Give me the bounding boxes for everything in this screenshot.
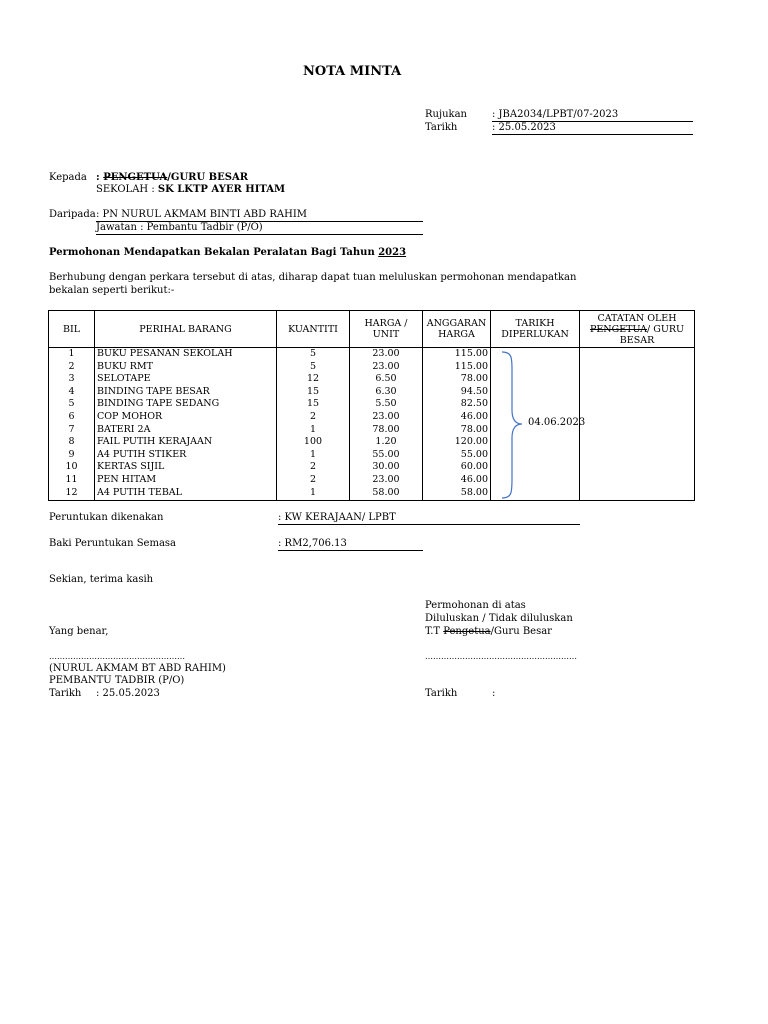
row-total: 115.00 [423,348,491,361]
items-table [48,310,695,501]
applicant-position: PEMBANTU TADBIR (P/O) [49,675,185,686]
applicant-tarikh-value: : 25.05.2023 [96,688,160,699]
row-bil: 2 [49,361,95,374]
row-item: COP MOHOR [95,411,277,424]
row-bil: 1 [49,348,95,361]
kepada-value: : PENGETUA/GURU BESAR [96,172,249,183]
table-row [49,398,695,411]
jawatan-value: Jawatan : Pembantu Tadbir (P/O) [96,222,263,233]
approval-tt-struck: Pengetua [443,626,491,637]
tarikh-label: Tarikh [425,122,458,133]
row-bil: 4 [49,386,95,399]
approval-signature-dots: ………………………………………………… [425,652,577,661]
row-qty: 15 [277,386,350,399]
header-harga-unit: HARGA / UNIT [350,311,423,348]
row-total: 82.50 [423,398,491,411]
applicant-tarikh-label: Tarikh [49,688,82,699]
row-bil: 9 [49,449,95,462]
row-item: SELOTAPE [95,373,277,386]
row-qty: 1 [277,487,350,501]
row-unit-price: 23.00 [350,474,423,487]
table-row [49,449,695,462]
table-row [49,474,695,487]
tarikh-value: : 25.05.2023 [492,122,556,133]
row-total: 120.00 [423,436,491,449]
baki-underline [278,550,423,551]
row-item: A4 PUTIH TEBAL [95,487,277,501]
table-row [49,461,695,474]
row-qty: 2 [277,461,350,474]
approval-tt: T.T Pengetua/Guru Besar [425,626,552,637]
approval-tarikh-label: Tarikh [425,688,458,699]
table-row [49,361,695,374]
table-row [49,386,695,399]
closing-text: Sekian, terima kasih [49,574,154,585]
row-item: FAIL PUTIH KERAJAAN [95,436,277,449]
subject-year: 2023 [378,247,407,258]
row-catatan-cell [580,373,695,386]
row-unit-price: 58.00 [350,487,423,501]
applicant-name: (NURUL AKMAM BT ABD RAHIM) [49,663,226,674]
row-total: 78.00 [423,373,491,386]
row-catatan-cell [580,449,695,462]
row-item: BINDING TAPE BESAR [95,386,277,399]
row-bil: 10 [49,461,95,474]
row-qty: 15 [277,398,350,411]
row-qty: 2 [277,411,350,424]
approval-tarikh-value: : [492,688,496,699]
kepada-struck: PENGETUA [103,172,168,183]
row-catatan-cell [580,361,695,374]
row-bil: 3 [49,373,95,386]
row-unit-price: 55.00 [350,449,423,462]
header-perihal: PERIHAL BARANG [95,311,277,348]
header-bil: BIL [49,311,95,348]
row-total: 94.50 [423,386,491,399]
row-bil: 7 [49,424,95,437]
row-bil: 8 [49,436,95,449]
row-catatan-cell [580,461,695,474]
row-catatan-cell [580,348,695,361]
row-qty: 100 [277,436,350,449]
rujukan-label: Rujukan [425,109,467,120]
daripada-label: Daripada [49,209,96,220]
row-total: 60.00 [423,461,491,474]
row-item: BINDING TAPE SEDANG [95,398,277,411]
row-unit-price: 1.20 [350,436,423,449]
header-kuantiti: KUANTITI [277,311,350,348]
yang-benar: Yang benar, [49,626,109,637]
peruntukan-value: : KW KERAJAAN/ LPBT [278,512,396,523]
row-total: 115.00 [423,361,491,374]
row-catatan-cell [580,424,695,437]
peruntukan-label: Peruntukan dikenakan [49,512,164,523]
header-catatan: CATATAN OLEH PENGETUA/ GURU BESAR [580,311,695,348]
row-catatan-cell [580,474,695,487]
row-catatan-cell [580,411,695,424]
row-unit-price: 6.50 [350,373,423,386]
peruntukan-underline [278,524,580,525]
applicant-signature-dots: …………………………………………… [49,652,185,661]
row-item: KERTAS SIJIL [95,461,277,474]
row-total: 46.00 [423,474,491,487]
jawatan-underline [96,234,423,235]
approval-line-1: Permohonan di atas [425,600,526,611]
row-item: BATERI 2A [95,424,277,437]
row-unit-price: 5.50 [350,398,423,411]
row-item: PEN HITAM [95,474,277,487]
row-qty: 2 [277,474,350,487]
row-catatan-cell [580,436,695,449]
row-bil: 12 [49,487,95,501]
row-unit-price: 30.00 [350,461,423,474]
row-bil: 11 [49,474,95,487]
approval-line-2: Diluluskan / Tidak diluluskan [425,613,573,624]
header-anggaran: ANGGARAN HARGA [423,311,491,348]
row-qty: 1 [277,449,350,462]
daripada-value: : PN NURUL AKMAM BINTI ABD RAHIM [96,209,308,220]
intro-line-1: Berhubung dengan perkara tersebut di atas, diharap dapat tuan meluluskan permohonan mendapatkan [49,272,577,283]
kepada-label: Kepada [49,172,87,183]
row-qty: 5 [277,361,350,374]
row-bil: 5 [49,398,95,411]
table-row [49,373,695,386]
row-unit-price: 23.00 [350,348,423,361]
row-total: 58.00 [423,487,491,501]
tarikh-underline [492,134,693,135]
row-item: A4 PUTIH STIKER [95,449,277,462]
table-row [49,411,695,424]
table-header-row [49,311,695,348]
header-tarikh: TARIKH DIPERLUKAN [491,311,580,348]
row-item: BUKU RMT [95,361,277,374]
row-catatan-cell [580,386,695,399]
row-total: 78.00 [423,424,491,437]
row-bil: 6 [49,411,95,424]
date-required: 04.06.2023 [528,417,586,428]
row-unit-price: 6.30 [350,386,423,399]
row-qty: 1 [277,424,350,437]
kepada-sekolah: SEKOLAH : SK LKTP AYER HITAM [96,184,286,195]
table-row [49,424,695,437]
brace-icon [498,350,528,500]
table-row [49,348,695,361]
row-total: 55.00 [423,449,491,462]
row-item: BUKU PESANAN SEKOLAH [95,348,277,361]
intro-line-2: bekalan seperti berikut:- [49,285,175,296]
row-qty: 5 [277,348,350,361]
rujukan-value: : JBA2034/LPBT/07-2023 [492,109,619,120]
row-unit-price: 23.00 [350,411,423,424]
row-unit-price: 78.00 [350,424,423,437]
page-title: NOTA MINTA [303,64,402,79]
row-qty: 12 [277,373,350,386]
sekolah-name: SK LKTP AYER HITAM [157,184,286,195]
row-total: 46.00 [423,411,491,424]
baki-value: : RM2,706.13 [278,538,347,549]
baki-label: Baki Peruntukan Semasa [49,538,177,549]
table-row [49,487,695,501]
subject-line: Permohonan Mendapatkan Bekalan Peralatan Bagi Tahun 2023 [49,247,407,258]
row-catatan-cell [580,398,695,411]
table-row [49,436,695,449]
row-catatan-cell [580,487,695,501]
row-unit-price: 23.00 [350,361,423,374]
